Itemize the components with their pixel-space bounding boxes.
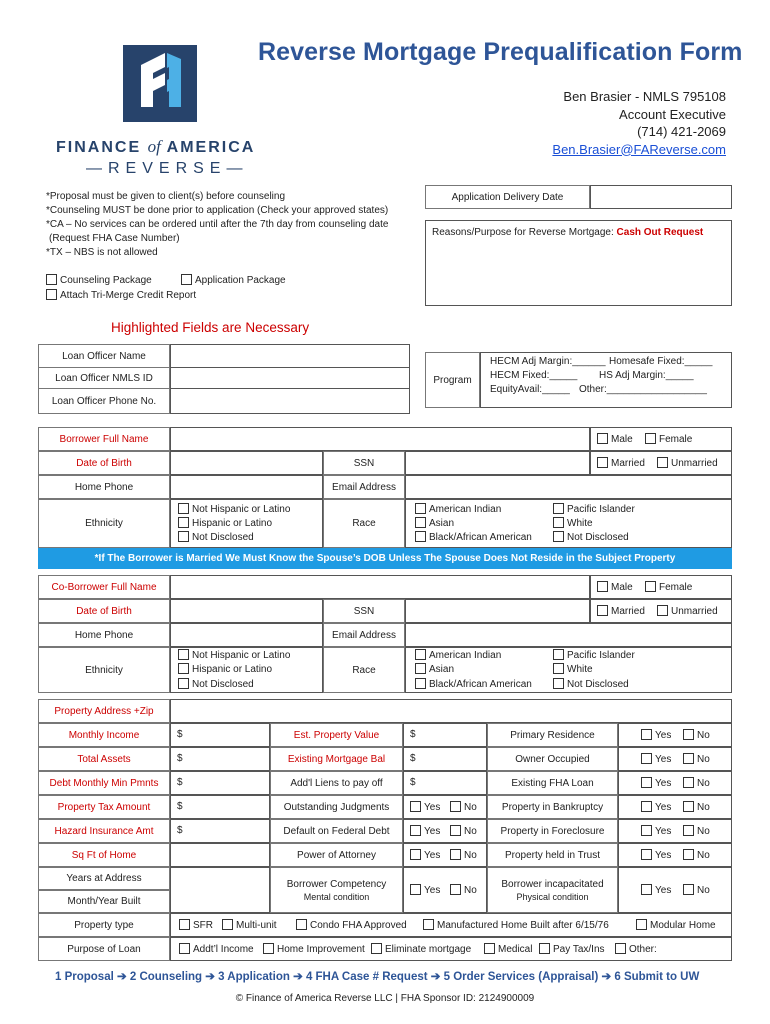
- coborrower-race-label: Race: [323, 647, 405, 693]
- note-item: *CA – No services can be ordered until after the 7th day from counseling date: [46, 219, 389, 230]
- coborrower-marital: [590, 599, 732, 623]
- female-option[interactable]: Female: [645, 581, 692, 593]
- coborrower-ethnicity-options: [170, 647, 323, 693]
- spouse-dob-banner: *If The Borrower is Married We Must Know the Spouse’s DOB Unless The Spouse Does Not Reside in the Subject Property: [38, 548, 732, 569]
- borrower-email-field[interactable]: [405, 475, 732, 499]
- program-option: Homesafe Fixed:_____: [609, 356, 713, 367]
- program-label: Program: [425, 352, 480, 408]
- no-option[interactable]: No: [683, 825, 710, 837]
- borrower-gender: [590, 427, 732, 451]
- borrower-ssn-field[interactable]: [405, 451, 590, 475]
- incapacitated-yesno: [618, 867, 732, 913]
- yes-option[interactable]: Yes: [641, 849, 671, 861]
- coborrower-email-label: Email Address: [323, 623, 405, 647]
- no-option[interactable]: No: [683, 801, 710, 813]
- checkbox[interactable]: [181, 274, 192, 285]
- yes-option[interactable]: Yes: [641, 884, 671, 896]
- property-tax-label: Property Tax Amount: [38, 795, 170, 819]
- checkbox[interactable]: [46, 289, 57, 300]
- borrower-race-options: [405, 499, 732, 548]
- yes-option[interactable]: Yes: [641, 777, 671, 789]
- monthly-income-field[interactable]: $: [170, 723, 270, 747]
- unmarried-option[interactable]: Unmarried: [657, 457, 718, 469]
- coborrower-ssn-field[interactable]: [405, 599, 590, 623]
- existing-bal-label: Existing Mortgage Bal: [270, 747, 403, 771]
- delivery-date-label: Application Delivery Date: [425, 185, 590, 209]
- note-item: (Request FHA Case Number): [49, 233, 180, 244]
- month-year-label: Month/Year Built: [38, 890, 170, 913]
- eth-option[interactable]: Not Disclosed: [178, 678, 254, 690]
- step-4: 4 FHA Case # Request: [305, 971, 428, 983]
- note-item: *TX – NBS is not allowed: [46, 247, 158, 258]
- lo-nmls-label: Loan Officer NMLS ID: [38, 368, 170, 388]
- no-option[interactable]: No: [683, 777, 710, 789]
- arrow-right-icon: ➔: [205, 971, 215, 983]
- race-option[interactable]: Asian: [415, 517, 454, 529]
- note-item: *Proposal must be given to client(s) before counseling: [46, 191, 286, 202]
- unmarried-option[interactable]: Unmarried: [657, 605, 718, 617]
- primary-residence-yesno: [618, 723, 732, 747]
- arrow-right-icon: ➔: [430, 971, 441, 983]
- footer-text: © Finance of America Reverse LLC | FHA Sponsor ID: 2124900009: [235, 993, 535, 1004]
- borrower-dob-label: Date of Birth: [38, 451, 170, 475]
- reasons-box[interactable]: [425, 220, 732, 306]
- application-package-option[interactable]: Application Package: [181, 274, 286, 286]
- yes-option[interactable]: Yes: [410, 884, 440, 896]
- borrower-name-field[interactable]: [170, 427, 590, 451]
- yes-option[interactable]: Yes: [641, 729, 671, 741]
- coborrower-phone-label: Home Phone: [38, 623, 170, 647]
- step-6: 6 Submit to UW: [614, 971, 700, 983]
- contact-email-link[interactable]: Ben.Brasier@FAReverse.com: [552, 141, 726, 157]
- judgments-label: Outstanding Judgments: [270, 795, 403, 819]
- sqft-label: Sq Ft of Home: [38, 843, 170, 867]
- borrower-name-label: Borrower Full Name: [38, 427, 170, 451]
- borrower-phone-field[interactable]: [170, 475, 323, 499]
- eth-option[interactable]: Hispanic or Latino: [178, 663, 272, 675]
- yes-option[interactable]: Yes: [641, 753, 671, 765]
- yes-option[interactable]: Yes: [641, 825, 671, 837]
- incapacitated-label: Borrower incapacitated Physical condition: [487, 867, 618, 913]
- arrow-right-icon: ➔: [601, 971, 612, 983]
- yes-option[interactable]: Yes: [641, 801, 671, 813]
- borrower-email-label: Email Address: [323, 475, 405, 499]
- coborrower-race-options: [405, 647, 732, 693]
- race-option[interactable]: American Indian: [415, 503, 501, 515]
- debt-monthly-field[interactable]: $: [170, 771, 270, 795]
- male-option[interactable]: Male: [597, 581, 633, 593]
- judgments-yesno: [403, 795, 487, 819]
- debt-monthly-label: Debt Monthly Min Pmnts: [38, 771, 170, 795]
- coborrower-ssn-label: SSN: [323, 599, 405, 623]
- female-option[interactable]: Female: [645, 433, 692, 445]
- married-option[interactable]: Married: [597, 457, 645, 469]
- coborrower-name-label: Co-Borrower Full Name: [38, 575, 170, 599]
- note-item: *Counseling MUST be done prior to application (Check your approved states): [46, 205, 389, 216]
- step-1: 1 Proposal: [55, 971, 114, 983]
- foreclosure-yesno: [618, 819, 732, 843]
- trust-yesno: [618, 843, 732, 867]
- manufactured-option[interactable]: Manufactured Home Built after 6/15/76: [423, 919, 609, 931]
- checkbox[interactable]: [46, 274, 57, 285]
- liens-field[interactable]: $: [403, 771, 487, 795]
- poa-yesno: [403, 843, 487, 867]
- borrower-ethnicity-label: Ethnicity: [38, 499, 170, 548]
- eliminate-option[interactable]: Eliminate mortgage: [371, 943, 471, 955]
- coborrower-phone-field[interactable]: [170, 623, 323, 647]
- purpose-options: [170, 937, 732, 961]
- trust-label: Property held in Trust: [487, 843, 618, 867]
- lo-phone-field[interactable]: [170, 388, 410, 414]
- contact-name: Ben Brasier - NMLS 795108: [563, 89, 726, 104]
- property-type-options: [170, 913, 732, 937]
- owner-occupied-label: Owner Occupied: [487, 747, 618, 771]
- default-fed-label: Default on Federal Debt: [270, 819, 403, 843]
- lo-name-label: Loan Officer Name: [38, 344, 170, 368]
- eth-option[interactable]: Hispanic or Latino: [178, 517, 272, 529]
- borrower-ssn-label: SSN: [323, 451, 405, 475]
- no-option[interactable]: No: [450, 849, 477, 861]
- no-option[interactable]: No: [683, 753, 710, 765]
- hazard-field[interactable]: $: [170, 819, 270, 843]
- process-steps: [55, 969, 699, 983]
- liens-label: Add'l Liens to pay off: [270, 771, 403, 795]
- competency-label: Borrower Competency Mental condition: [270, 867, 403, 913]
- existing-fha-label: Existing FHA Loan: [487, 771, 618, 795]
- lo-name-field[interactable]: [170, 344, 410, 368]
- est-value-field[interactable]: $: [403, 723, 487, 747]
- race-option[interactable]: Pacific Islander: [553, 649, 635, 661]
- step-3: 3 Application: [218, 971, 290, 983]
- counseling-package-option[interactable]: Counseling Package: [46, 274, 152, 286]
- borrower-marital: [590, 451, 732, 475]
- race-option[interactable]: Not Disclosed: [553, 531, 629, 543]
- property-tax-field[interactable]: $: [170, 795, 270, 819]
- race-option[interactable]: Black/African American: [415, 531, 532, 543]
- borrower-ethnicity-options: [170, 499, 323, 548]
- est-value-label: Est. Property Value: [270, 723, 403, 747]
- contact-block: [552, 88, 726, 158]
- property-address-field[interactable]: [170, 699, 732, 723]
- hazard-label: Hazard Insurance Amt: [38, 819, 170, 843]
- reasons-value: Cash Out Request: [616, 227, 704, 238]
- medical-option[interactable]: Medical: [484, 943, 532, 955]
- eth-option[interactable]: Not Hispanic or Latino: [178, 503, 290, 515]
- step-2: 2 Counseling: [129, 971, 203, 983]
- total-assets-field[interactable]: $: [170, 747, 270, 771]
- program-options[interactable]: [480, 352, 732, 408]
- married-option[interactable]: Married: [597, 605, 645, 617]
- race-option[interactable]: White: [553, 663, 593, 675]
- coborrower-dob-field[interactable]: [170, 599, 323, 623]
- improvement-option[interactable]: Home Improvement: [263, 943, 365, 955]
- bankruptcy-label: Property in Bankruptcy: [487, 795, 618, 819]
- no-option[interactable]: No: [683, 849, 710, 861]
- arrow-right-icon: ➔: [117, 971, 127, 983]
- purpose-label: Purpose of Loan: [38, 937, 170, 961]
- tri-merge-option[interactable]: Attach Tri-Merge Credit Report: [46, 289, 196, 301]
- no-option[interactable]: No: [450, 884, 477, 896]
- program-option: HECM Adj Margin:______: [490, 356, 606, 367]
- contact-phone: (714) 421-2069: [637, 124, 726, 139]
- existing-bal-field[interactable]: $: [403, 747, 487, 771]
- borrower-phone-label: Home Phone: [38, 475, 170, 499]
- race-option[interactable]: Black/African American: [415, 678, 532, 690]
- yes-option[interactable]: Yes: [410, 825, 440, 837]
- years-field[interactable]: [170, 867, 270, 913]
- competency-yesno: [403, 867, 487, 913]
- lo-nmls-field[interactable]: [170, 368, 410, 388]
- race-option[interactable]: Not Disclosed: [553, 678, 629, 690]
- income-option[interactable]: Addt’l Income: [179, 943, 254, 955]
- total-assets-label: Total Assets: [38, 747, 170, 771]
- foreclosure-label: Property in Foreclosure: [487, 819, 618, 843]
- instruction-notes: [46, 190, 388, 260]
- yes-option[interactable]: Yes: [410, 849, 440, 861]
- fa-logo-icon: [123, 45, 197, 122]
- modular-option[interactable]: Modular Home: [636, 919, 716, 931]
- lo-phone-label: Loan Officer Phone No.: [38, 388, 170, 414]
- arrow-right-icon: ➔: [293, 971, 303, 983]
- eth-option[interactable]: Not Hispanic or Latino: [178, 649, 290, 661]
- contact-role: Account Executive: [619, 106, 726, 122]
- race-option[interactable]: American Indian: [415, 649, 501, 661]
- yes-option[interactable]: Yes: [410, 801, 440, 813]
- no-option[interactable]: No: [683, 884, 710, 896]
- delivery-date-field[interactable]: [590, 185, 732, 209]
- coborrower-ethnicity-label: Ethnicity: [38, 647, 170, 693]
- sqft-field[interactable]: [170, 843, 270, 867]
- logo-wordmark: FINANCE of AMERICA: [56, 137, 256, 156]
- race-option[interactable]: Pacific Islander: [553, 503, 635, 515]
- property-type-label: Property type: [38, 913, 170, 937]
- logo-subtitle: —REVERSE—: [86, 160, 249, 177]
- default-fed-yesno: [403, 819, 487, 843]
- borrower-dob-field[interactable]: [170, 451, 323, 475]
- no-option[interactable]: No: [450, 801, 477, 813]
- program-option: HECM Fixed:_____: [490, 370, 578, 381]
- coborrower-gender: [590, 575, 732, 599]
- male-option[interactable]: Male: [597, 433, 633, 445]
- race-option[interactable]: White: [553, 517, 593, 529]
- program-option: Other:__________________: [579, 384, 707, 395]
- race-option[interactable]: Asian: [415, 663, 454, 675]
- property-address-label: Property Address +Zip: [38, 699, 170, 723]
- multi-unit-option[interactable]: Multi-unit: [222, 919, 277, 931]
- existing-fha-yesno: [618, 771, 732, 795]
- coborrower-dob-label: Date of Birth: [38, 599, 170, 623]
- coborrower-name-field[interactable]: [170, 575, 590, 599]
- no-option[interactable]: No: [683, 729, 710, 741]
- condo-option[interactable]: Condo FHA Approved: [296, 919, 407, 931]
- program-option: HS Adj Margin:_____: [599, 370, 694, 381]
- no-option[interactable]: No: [450, 825, 477, 837]
- years-label: Years at Address: [38, 867, 170, 890]
- program-option: EquityAvail:_____: [490, 384, 570, 395]
- monthly-income-label: Monthly Income: [38, 723, 170, 747]
- eth-option[interactable]: Not Disclosed: [178, 531, 254, 543]
- other-option[interactable]: Other:: [615, 943, 657, 955]
- owner-occupied-yesno: [618, 747, 732, 771]
- sfr-option[interactable]: SFR: [179, 919, 213, 931]
- page-title: Reverse Mortgage Prequalification Form: [258, 38, 743, 66]
- borrower-race-label: Race: [323, 499, 405, 548]
- primary-residence-label: Primary Residence: [487, 723, 618, 747]
- bankruptcy-yesno: [618, 795, 732, 819]
- highlight-note: Highlighted Fields are Necessary: [111, 320, 310, 335]
- poa-label: Power of Attorney: [270, 843, 403, 867]
- step-5: 5 Order Services (Appraisal): [443, 971, 599, 983]
- tax-option[interactable]: Pay Tax/Ins: [539, 943, 605, 955]
- coborrower-email-field[interactable]: [405, 623, 732, 647]
- reasons-label: Reasons/Purpose for Reverse Mortgage:: [432, 227, 614, 238]
